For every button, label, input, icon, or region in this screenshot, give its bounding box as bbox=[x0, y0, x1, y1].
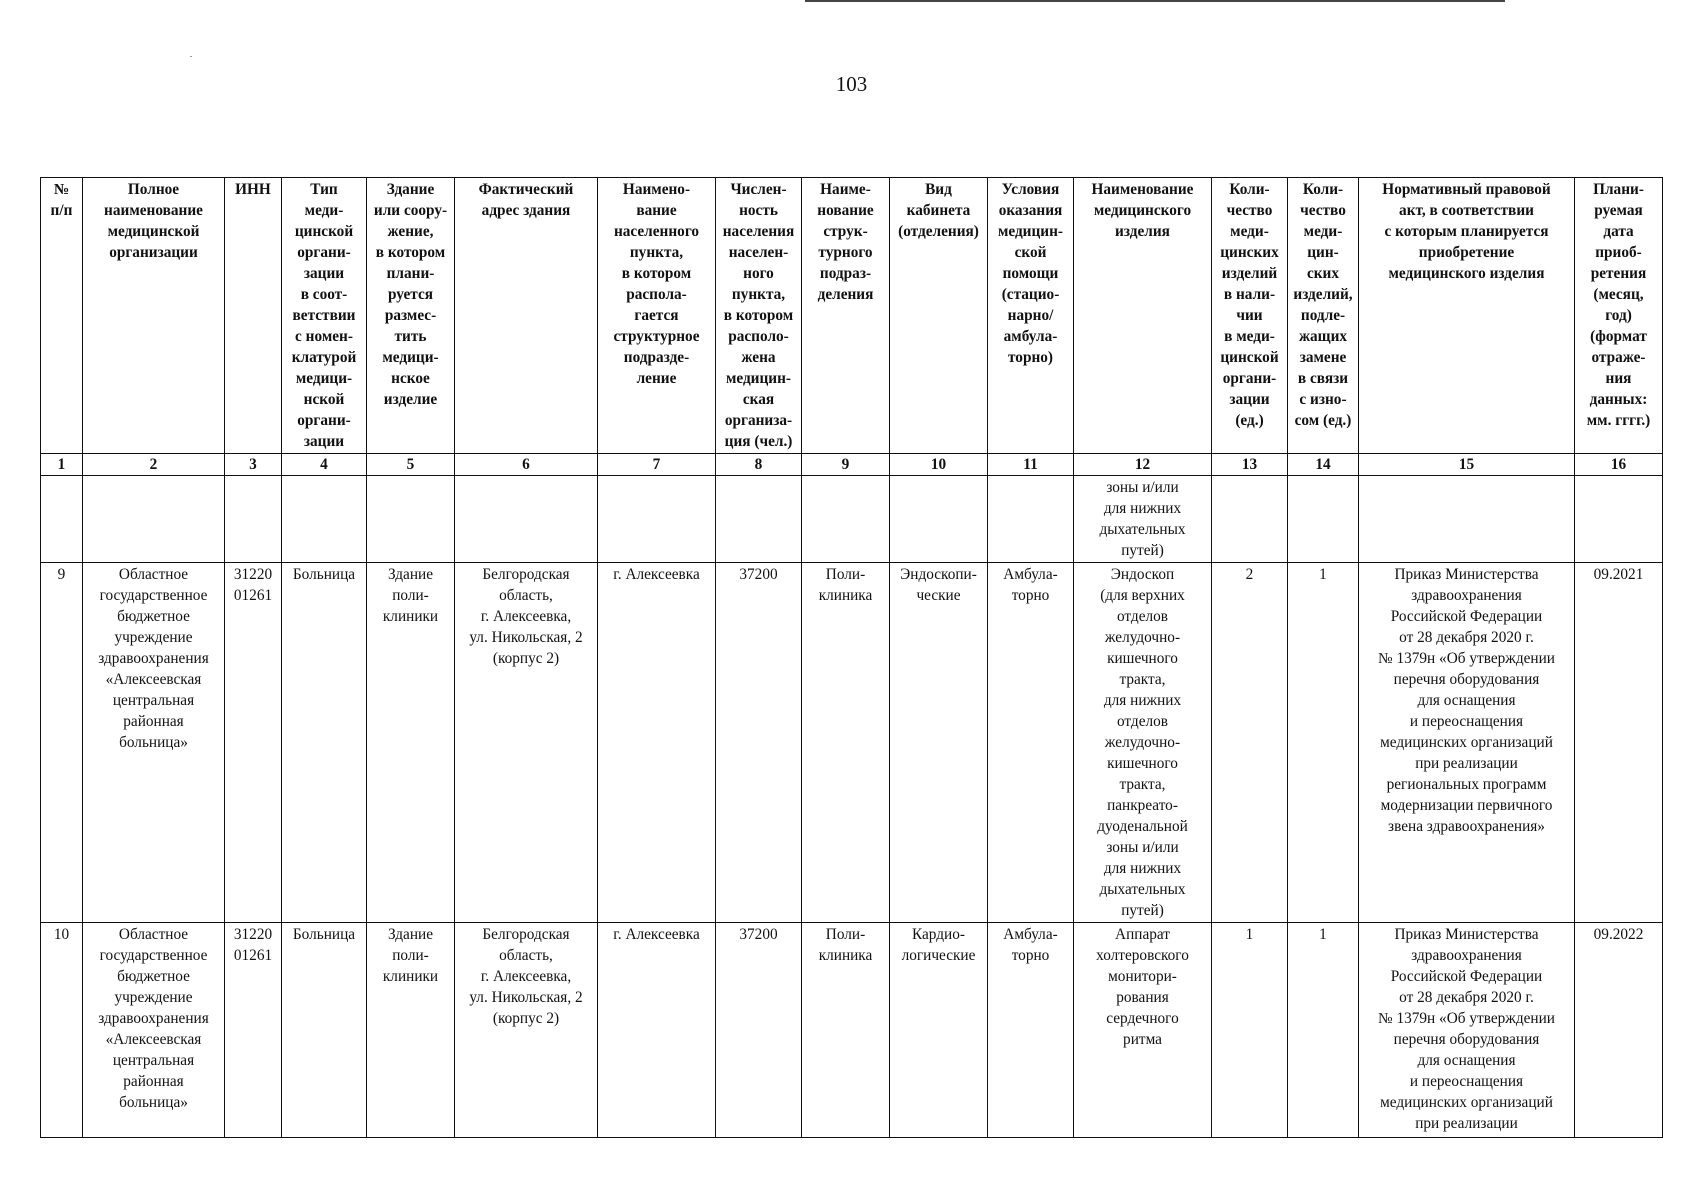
purchase-date-cell: 09.2022 bbox=[1575, 923, 1663, 1138]
org-type-cell: Больница bbox=[282, 923, 367, 1138]
column-number: 15 bbox=[1359, 454, 1575, 476]
table-row bbox=[41, 923, 1663, 1138]
column-number: 5 bbox=[367, 454, 455, 476]
device-cell: Эндоскоп (для верхних отделов желудочно- кишечного тракта, для нижних отделов желудочно- кишечного тракта, панкреато- дуоденальной зоны и/или для нижних дыхательных путей) bbox=[1074, 563, 1212, 923]
header-cell: Здание или соору- жение, в котором плани- руется размес- тить медици- нское изделие bbox=[367, 178, 455, 454]
row-number-cell: 9 bbox=[41, 563, 83, 923]
row-number-cell: 10 bbox=[41, 923, 83, 1138]
device-cell: зоны и/или для нижних дыхательных путей) bbox=[1074, 476, 1212, 563]
empty-cell bbox=[282, 476, 367, 563]
qty-available-cell: 2 bbox=[1212, 563, 1288, 923]
empty-cell bbox=[455, 476, 598, 563]
empty-cell bbox=[1575, 476, 1663, 563]
header-cell: Наименование медицинского изделия bbox=[1074, 178, 1212, 454]
column-number: 4 bbox=[282, 454, 367, 476]
empty-cell bbox=[1212, 476, 1288, 563]
inn-cell: 31220 01261 bbox=[225, 923, 282, 1138]
address-cell: Белгородская область, г. Алексеевка, ул. Никольская, 2 (корпус 2) bbox=[455, 563, 598, 923]
locality-cell: г. Алексеевка bbox=[598, 923, 716, 1138]
header-cell: Полное наименование медицинской организации bbox=[83, 178, 225, 454]
continuation-row bbox=[41, 476, 1663, 563]
header-cell: Числен- ность населения населен- ного пункта, в котором располо- жена медицин- ская организа- ция (чел.) bbox=[716, 178, 802, 454]
column-number: 9 bbox=[802, 454, 890, 476]
org-name-cell: Областное государственное бюджетное учреждение здравоохранения «Алексеевская центральная районная больница» bbox=[83, 563, 225, 923]
scan-speck bbox=[190, 56, 192, 57]
header-cell: № п/п bbox=[41, 178, 83, 454]
header-cell: Нормативный правовой акт, в соответствии с которым планируется приобретение медицинского изделия bbox=[1359, 178, 1575, 454]
header-cell: Наимено- вание населенного пункта, в котором распола- гается структурное подразде- ление bbox=[598, 178, 716, 454]
header-cell: Коли- чество меди- цин- ских изделий, подле- жащих замене в связи с изно- сом (ед.) bbox=[1288, 178, 1359, 454]
qty-replace-cell: 1 bbox=[1288, 563, 1359, 923]
header-cell: Плани- руемая дата приоб- ретения (месяц, год) (формат отраже- ния данных: мм. гггг.) bbox=[1575, 178, 1663, 454]
header-cell: Наиме- нование струк- турного подраз- деления bbox=[802, 178, 890, 454]
conditions-cell: Амбула- торно bbox=[988, 563, 1074, 923]
header-row bbox=[41, 178, 1663, 454]
address-cell: Белгородская область, г. Алексеевка, ул. Никольская, 2 (корпус 2) bbox=[455, 923, 598, 1138]
purchase-date-cell: 09.2021 bbox=[1575, 563, 1663, 923]
inn-cell: 31220 01261 bbox=[225, 563, 282, 923]
building-cell: Здание поли- клиники bbox=[367, 563, 455, 923]
org-name-cell: Областное государственное бюджетное учреждение здравоохранения «Алексеевская центральная районная больница» bbox=[83, 923, 225, 1138]
column-number: 14 bbox=[1288, 454, 1359, 476]
locality-cell: г. Алексеевка bbox=[598, 563, 716, 923]
table-row bbox=[41, 563, 1663, 923]
column-number: 3 bbox=[225, 454, 282, 476]
header-cell: ИНН bbox=[225, 178, 282, 454]
column-number: 8 bbox=[716, 454, 802, 476]
empty-cell bbox=[225, 476, 282, 563]
header-cell: Фактический адрес здания bbox=[455, 178, 598, 454]
population-cell: 37200 bbox=[716, 923, 802, 1138]
column-number: 6 bbox=[455, 454, 598, 476]
empty-cell bbox=[716, 476, 802, 563]
legal-act-cell: Приказ Министерства здравоохранения Российской Федерации от 28 декабря 2020 г. № 1379н «Об утверждении перечня оборудования для оснащения и переоснащения медицинских организаций при реализации bbox=[1359, 923, 1575, 1138]
header-cell: Тип меди- цинской органи- зации в соот- ветствии с номен- клатурой медици- нской органи- зации bbox=[282, 178, 367, 454]
device-cell: Аппарат холтеровского монитори- рования сердечного ритма bbox=[1074, 923, 1212, 1138]
equipment-table bbox=[40, 177, 1663, 1138]
column-number: 7 bbox=[598, 454, 716, 476]
column-number: 1 bbox=[41, 454, 83, 476]
empty-cell bbox=[83, 476, 225, 563]
cabinet-cell: Эндоскопи- ческие bbox=[890, 563, 988, 923]
header-cell: Вид кабинета (отделения) bbox=[890, 178, 988, 454]
qty-available-cell: 1 bbox=[1212, 923, 1288, 1138]
column-number: 12 bbox=[1074, 454, 1212, 476]
empty-cell bbox=[367, 476, 455, 563]
page-number: 103 bbox=[835, 72, 868, 96]
empty-cell bbox=[1359, 476, 1575, 563]
column-number: 11 bbox=[988, 454, 1074, 476]
org-type-cell: Больница bbox=[282, 563, 367, 923]
empty-cell bbox=[598, 476, 716, 563]
scan-edge-line bbox=[805, 0, 1505, 2]
column-number: 10 bbox=[890, 454, 988, 476]
unit-cell: Поли- клиника bbox=[802, 923, 890, 1138]
population-cell: 37200 bbox=[716, 563, 802, 923]
cabinet-cell: Кардио- логические bbox=[890, 923, 988, 1138]
column-number: 2 bbox=[83, 454, 225, 476]
conditions-cell: Амбула- торно bbox=[988, 923, 1074, 1138]
empty-cell bbox=[41, 476, 83, 563]
empty-cell bbox=[1288, 476, 1359, 563]
header-cell: Коли- чество меди- цинских изделий в нали- чии в меди- цинской органи- зации (ед.) bbox=[1212, 178, 1288, 454]
legal-act-cell: Приказ Министерства здравоохранения Российской Федерации от 28 декабря 2020 г. № 1379н «Об утверждении перечня оборудования для оснащения и переоснащения медицинских организаций при реализации региональных программ модернизации первичного звена здравоохранения» bbox=[1359, 563, 1575, 923]
column-number: 13 bbox=[1212, 454, 1288, 476]
empty-cell bbox=[988, 476, 1074, 563]
empty-cell bbox=[890, 476, 988, 563]
building-cell: Здание поли- клиники bbox=[367, 923, 455, 1138]
column-number: 16 bbox=[1575, 454, 1663, 476]
header-cell: Условия оказания медицин- ской помощи (стацио- нарно/ амбула- торно) bbox=[988, 178, 1074, 454]
qty-replace-cell: 1 bbox=[1288, 923, 1359, 1138]
column-number-row bbox=[41, 454, 1663, 476]
unit-cell: Поли- клиника bbox=[802, 563, 890, 923]
empty-cell bbox=[802, 476, 890, 563]
